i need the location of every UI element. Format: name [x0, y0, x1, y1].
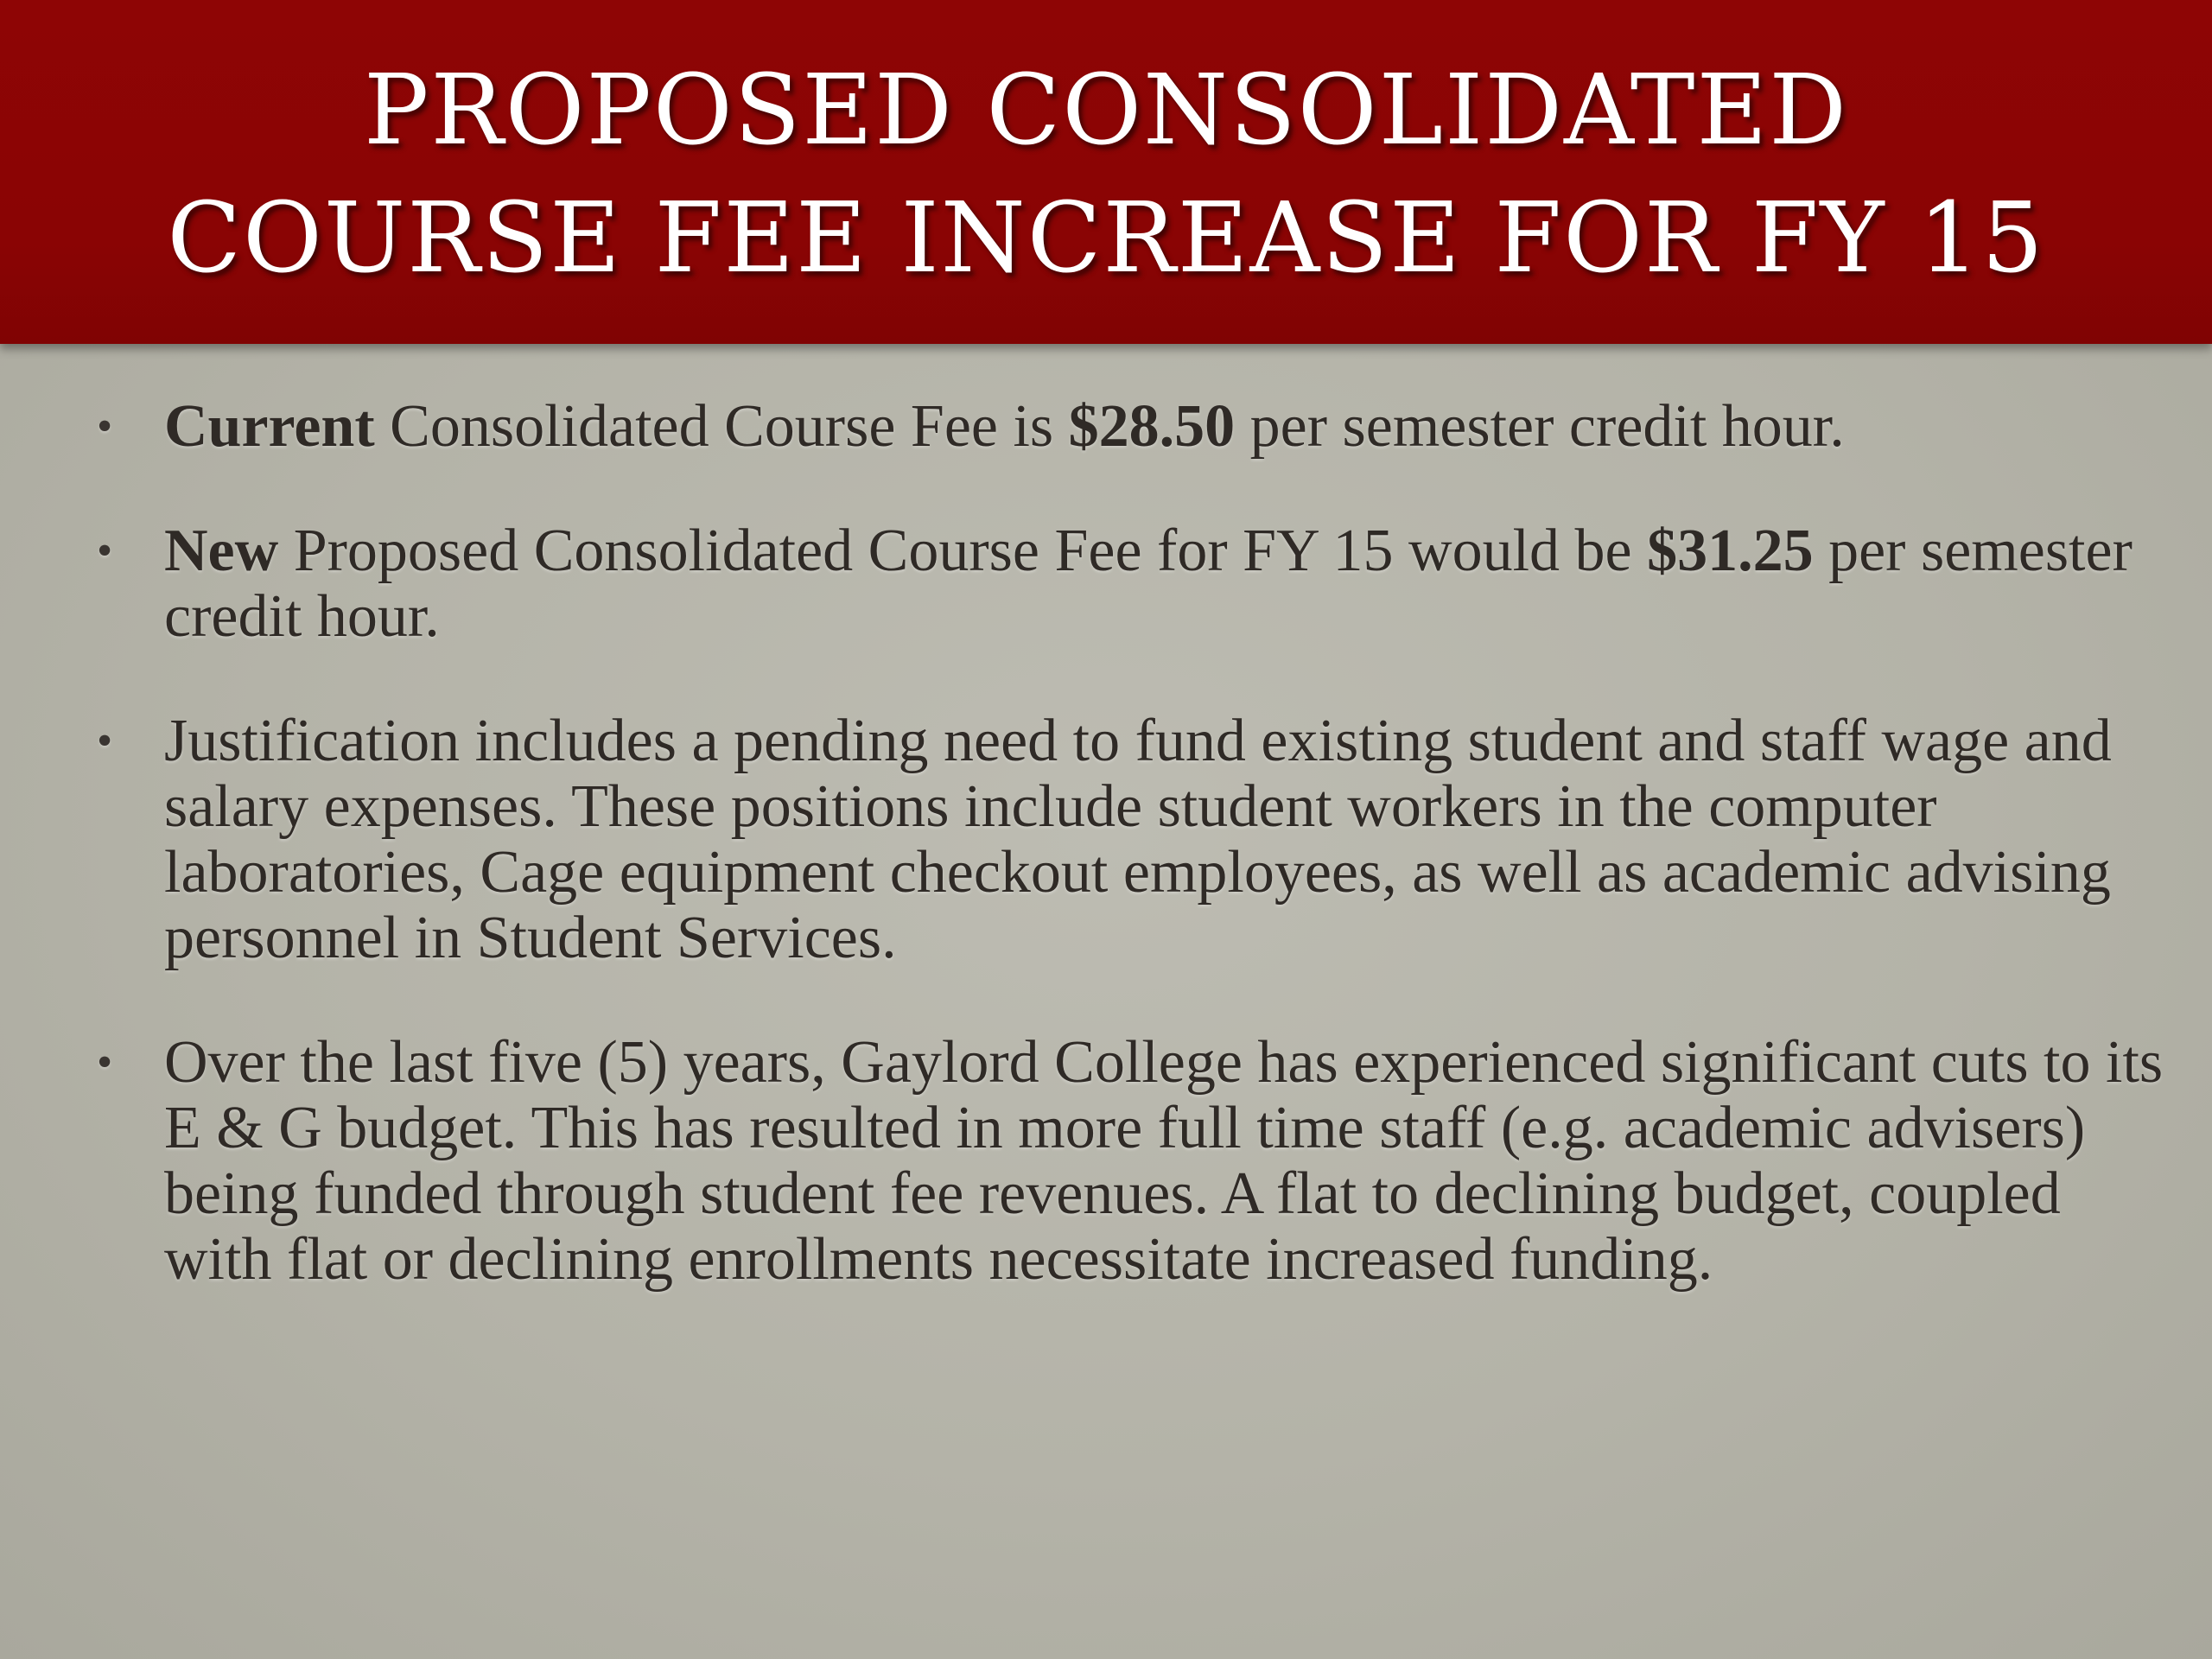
slide-title-line-2: COURSE FEE INCREASE FOR FY 15 — [167, 182, 2045, 295]
bullet-item — [0, 1030, 2212, 1293]
bullet-text: per semester credit hour. — [1235, 393, 1845, 460]
bullet-icon: • — [97, 402, 113, 451]
bullet-text: Over the last five (5) years, Gaylord College has experienced significant cuts to its E & G budget. This has resulted in more full time staff (e.g. academic advisers) being funded through student fee revenues. A flat to declining budget, coupled with flat or declining enrollments necessitate increased funding. — [164, 1029, 2164, 1293]
bullet-icon: • — [97, 1038, 113, 1087]
bullet-text: Justification includes a pending need to fund existing student and staff wage and salary expenses. These positions include student workers in the computer laboratories, Cage equipment checkout employees, as well as academic advising personnel in Student Services. — [164, 708, 2112, 971]
bullet-text: Consolidated Course Fee is — [374, 393, 1069, 460]
bullet-item — [0, 518, 2212, 650]
bullet-item — [0, 394, 2212, 460]
bullet-text-bold: $28.50 — [1068, 393, 1236, 460]
slide-body — [0, 344, 2212, 1659]
bullet-item — [0, 709, 2212, 971]
bullet-text-bold: New — [164, 518, 279, 584]
slide-title — [167, 41, 2044, 302]
bullet-text-bold: Current — [164, 393, 375, 460]
bullet-icon: • — [97, 526, 113, 575]
bullet-text: Proposed Consolidated Course Fee for FY 15 would be — [278, 518, 1648, 584]
bullet-icon: • — [97, 716, 113, 766]
bullet-text-bold: $31.25 — [1647, 518, 1814, 584]
bullet-text: per semester credit hour. — [164, 518, 2133, 650]
bullet-list — [0, 394, 2212, 1351]
title-banner — [0, 0, 2212, 344]
slide-title-line-1: PROPOSED CONSOLIDATED — [363, 54, 1849, 167]
